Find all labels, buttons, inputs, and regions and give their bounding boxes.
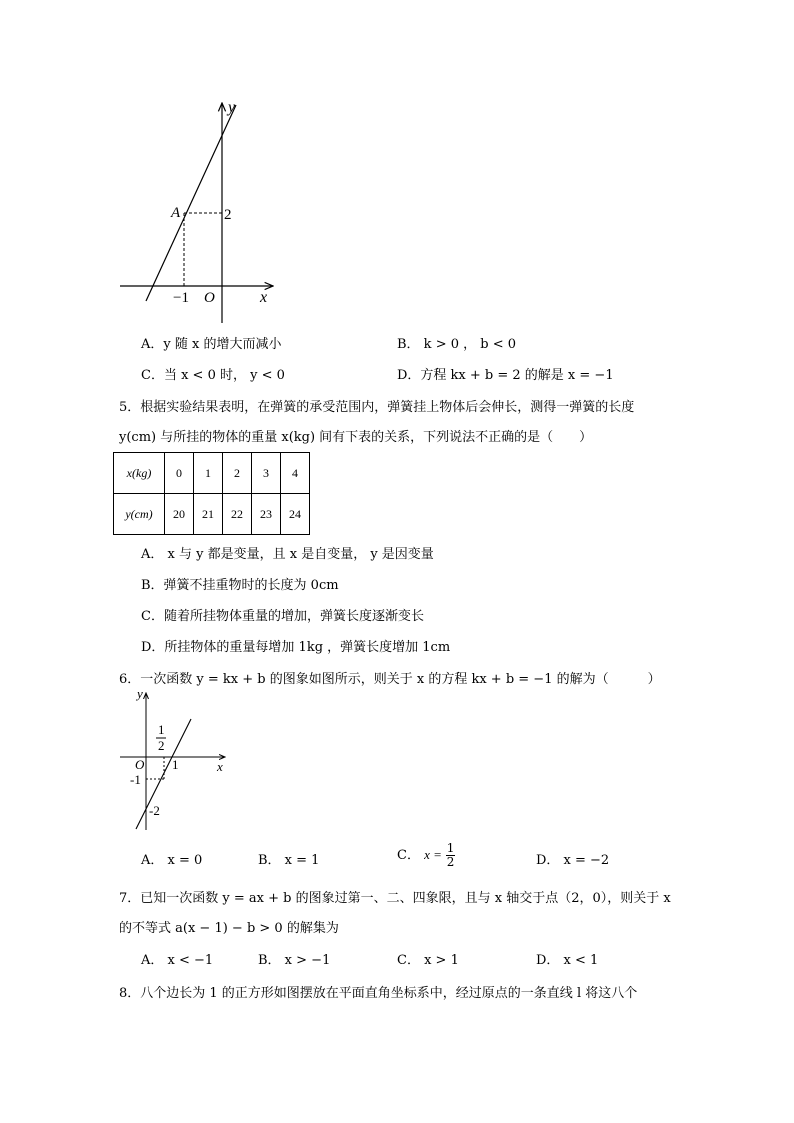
q5-option-c: C．随着所挂物体重量的增加，弹簧长度逐渐变长 [141, 609, 424, 624]
q5-stem-line1: 5．根据实验结果表明，在弹簧的承受范围内，弹簧挂上物体后会伸长，测得一弹簧的长度 [119, 400, 635, 415]
neg1-label: -1 [130, 772, 141, 787]
table-cell: 24 [281, 494, 310, 535]
table-cell: 3 [252, 453, 281, 494]
q6-option-b: B． x = 1 [258, 853, 320, 868]
origin-label: O [204, 290, 215, 306]
table-cell: 0 [165, 453, 194, 494]
half-denominator: 2 [158, 738, 165, 753]
half-numerator: 1 [158, 722, 165, 737]
table-cell: 21 [194, 494, 223, 535]
q6-option-d: D． x = −2 [536, 853, 610, 868]
q7-stem-line2: 的不等式 a(x − 1) − b > 0 的解集为 [119, 921, 339, 936]
table-cell: 2 [223, 453, 252, 494]
table-row [114, 494, 310, 535]
y-axis-label: y [137, 686, 143, 701]
q4-option-d: D．方程 kx + b = 2 的解是 x = −1 [397, 368, 614, 383]
q8-stem-line1: 8．八个边长为 1 的正方形如图摆放在平面直角坐标系中，经过原点的一条直线 l 将这八个 [119, 986, 638, 1001]
q6-stem: 6．一次函数 y = kx + b 的图象如图所示，则关于 x 的方程 kx + b = −1 的解为（ ） [119, 672, 661, 687]
neg2-label: -2 [149, 803, 160, 818]
y-axis-label: y [228, 99, 236, 116]
y-value-label: 2 [224, 207, 232, 223]
table-cell: 23 [252, 494, 281, 535]
table-header-x: x(kg) [114, 453, 165, 494]
table-cell: 22 [223, 494, 252, 535]
linear-function-graph-1 [110, 95, 290, 330]
q7-option-c: C． x > 1 [397, 953, 459, 968]
q5-option-b: B．弹簧不挂重物时的长度为 0cm [141, 578, 339, 593]
q6-option-c [397, 842, 455, 869]
q7-option-a: A． x < −1 [141, 953, 214, 968]
point-a-label: A [171, 205, 181, 221]
q6-option-a: A． x = 0 [141, 853, 203, 868]
q7-option-b: B． x > −1 [258, 953, 331, 968]
q4-option-a: A．y 随 x 的增大而减小 [141, 337, 282, 352]
q7-option-d: D． x < 1 [536, 953, 599, 968]
spring-data-table [113, 452, 310, 535]
table-cell: 4 [281, 453, 310, 494]
table-row [114, 453, 310, 494]
table-cell: 1 [194, 453, 223, 494]
q6-option-c-prefix: C． [397, 848, 420, 863]
q4-option-c: C．当 x < 0 时， y < 0 [141, 368, 285, 383]
q6-option-c-var: x = [424, 847, 442, 862]
table-cell: 20 [165, 494, 194, 535]
x-value-label: −1 [173, 290, 189, 306]
fraction-numerator: 1 [446, 841, 455, 855]
origin-label: O [135, 757, 145, 772]
table-header-y: y(cm) [114, 494, 165, 535]
x-axis-label: x [217, 759, 223, 774]
x-axis-label: x [260, 289, 268, 306]
fraction-denominator: 2 [446, 855, 455, 869]
q5-stem-line2: y(cm) 与所挂的物体的重量 x(kg) 间有下表的关系，下列说法不正确的是（ ） [119, 430, 593, 445]
q4-option-b: B． k > 0 ， b < 0 [397, 337, 517, 352]
q7-stem-line1: 7．已知一次函数 y = ax + b 的图象过第一、二、四象限，且与 x 轴交于点（2，0），则关于 x [119, 891, 671, 906]
linear-function-graph-2 [115, 685, 235, 835]
q5-option-a: A． x 与 y 都是变量，且 x 是自变量， y 是因变量 [141, 547, 434, 562]
x-intercept-one-label: 1 [172, 757, 179, 772]
q6-option-c-fraction [446, 842, 455, 869]
q5-option-d: D．所挂物体的重量每增加 1kg ，弹簧长度增加 1cm [141, 640, 451, 655]
